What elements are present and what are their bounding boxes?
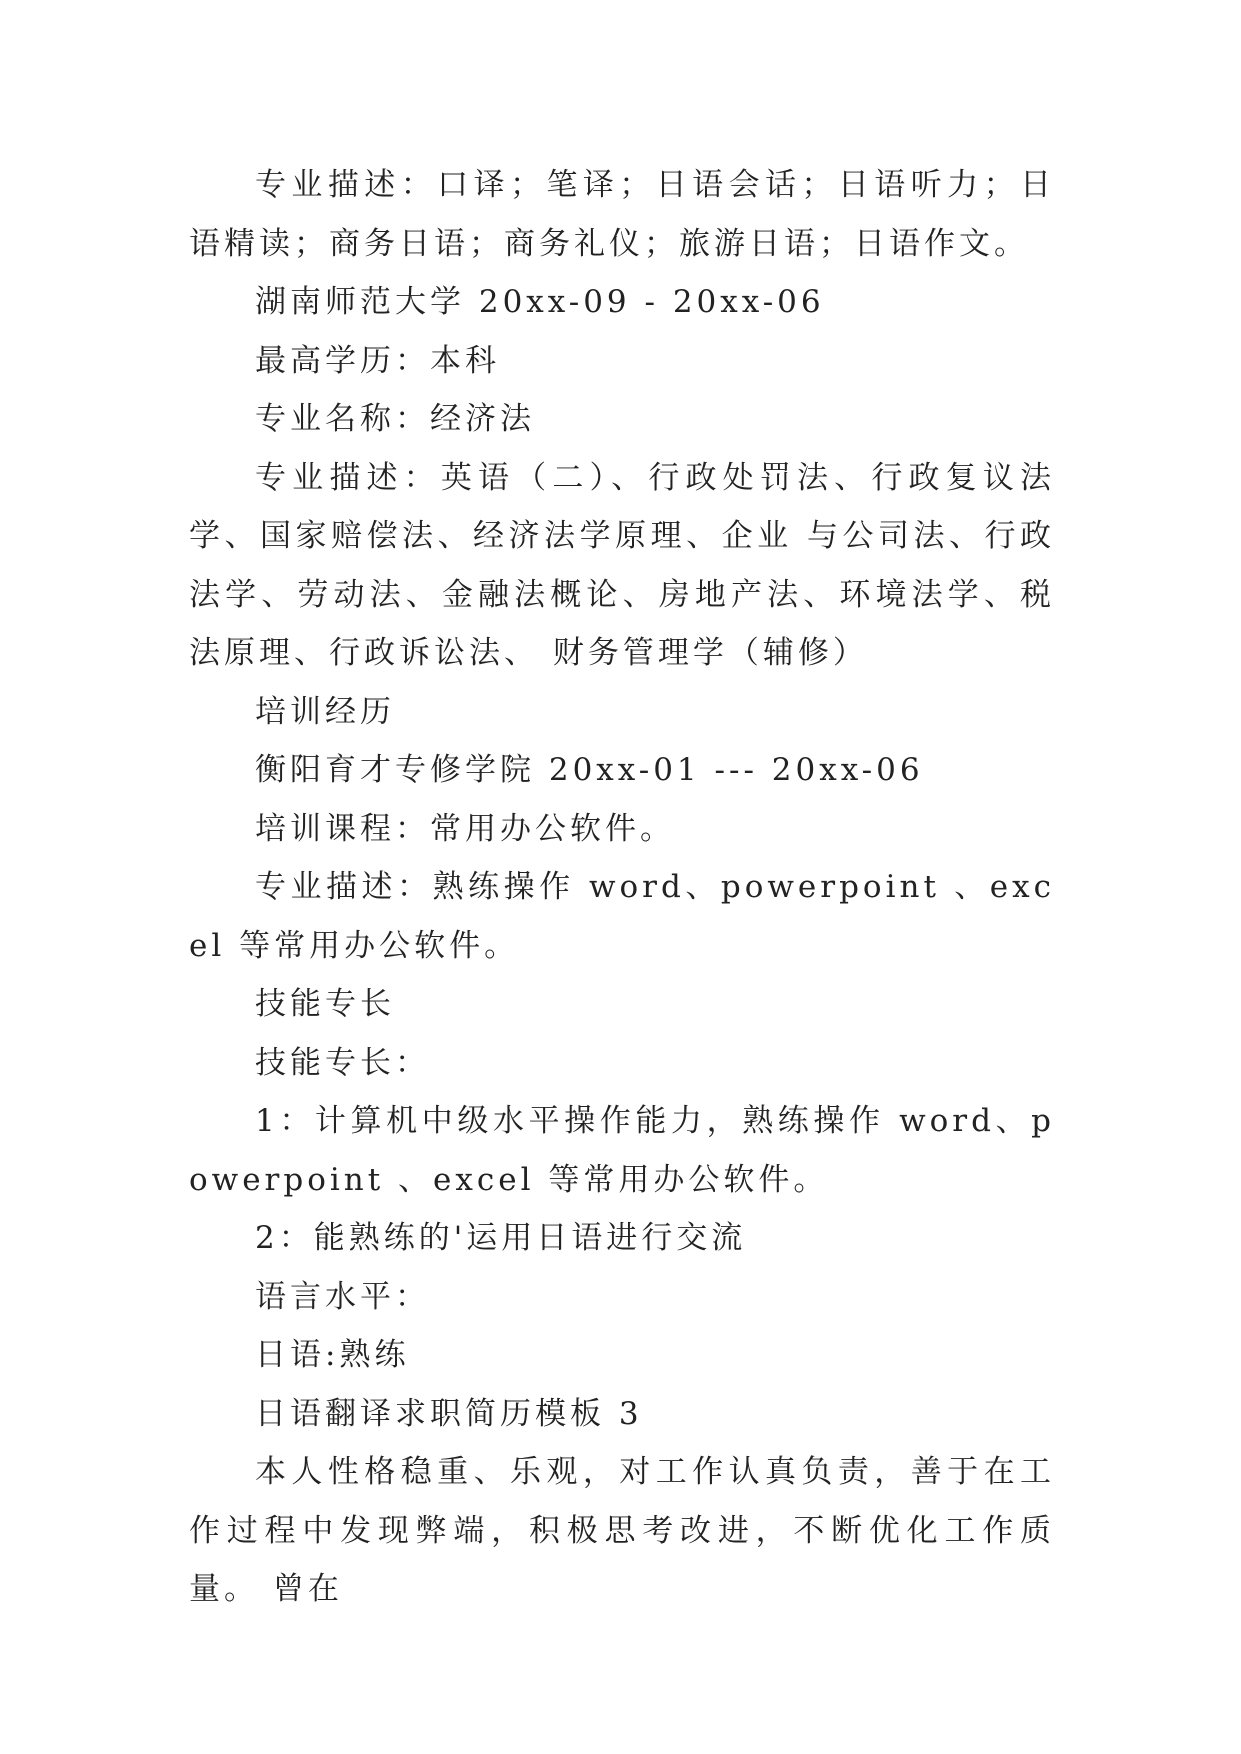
university-entry: 湖南师范大学 20xx-09 - 20xx-06 bbox=[255, 284, 825, 320]
highest-degree: 最高学历：本科 bbox=[255, 342, 500, 379]
language-japanese: 日语:熟练 bbox=[255, 1337, 410, 1373]
major-description-japanese: 专业描述：口译；笔译；日语会话；日语听力；日语精读；商务日语；商务礼仪；旅游日语；日语作文。 bbox=[189, 167, 1055, 262]
training-course: 培训课程：常用办公软件。 bbox=[255, 810, 675, 847]
training-institution-entry: 衡阳育才专修学院 20xx-01 --- 20xx-06 bbox=[255, 752, 924, 788]
section-heading-training: 培训经历 bbox=[255, 693, 395, 730]
template-title-3: 日语翻译求职简历模板 3 bbox=[255, 1395, 643, 1432]
skill-item-1: 1：计算机中级水平操作能力，熟练操作 word、powerpoint 、excel 等常用办公软件。 bbox=[189, 1103, 1055, 1198]
language-level-label: 语言水平： bbox=[255, 1278, 430, 1315]
document-body bbox=[189, 156, 1055, 1619]
major-description-law: 专业描述：英语（二）、行政处罚法、行政复议法学、国家赔偿法、经济法学原理、企业 与公司法、行政法学、劳动法、金融法概论、房地产法、环境法学、税法原理、行政诉讼法、 财务管理学（辅修） bbox=[189, 459, 1055, 671]
major-name: 专业名称：经济法 bbox=[255, 401, 535, 437]
self-introduction: 本人性格稳重、乐观，对工作认真负责，善于在工作过程中发现弊端，积极思考改进，不断优化工作质量。 曾在 bbox=[189, 1454, 1055, 1607]
skill-item-2: 2：能熟练的'运用日语进行交流 bbox=[255, 1220, 747, 1256]
training-description: 专业描述：熟练操作 word、powerpoint 、excel 等常用办公软件。 bbox=[189, 869, 1055, 964]
section-heading-skills: 技能专长 bbox=[255, 986, 395, 1022]
skills-label: 技能专长： bbox=[255, 1044, 430, 1081]
